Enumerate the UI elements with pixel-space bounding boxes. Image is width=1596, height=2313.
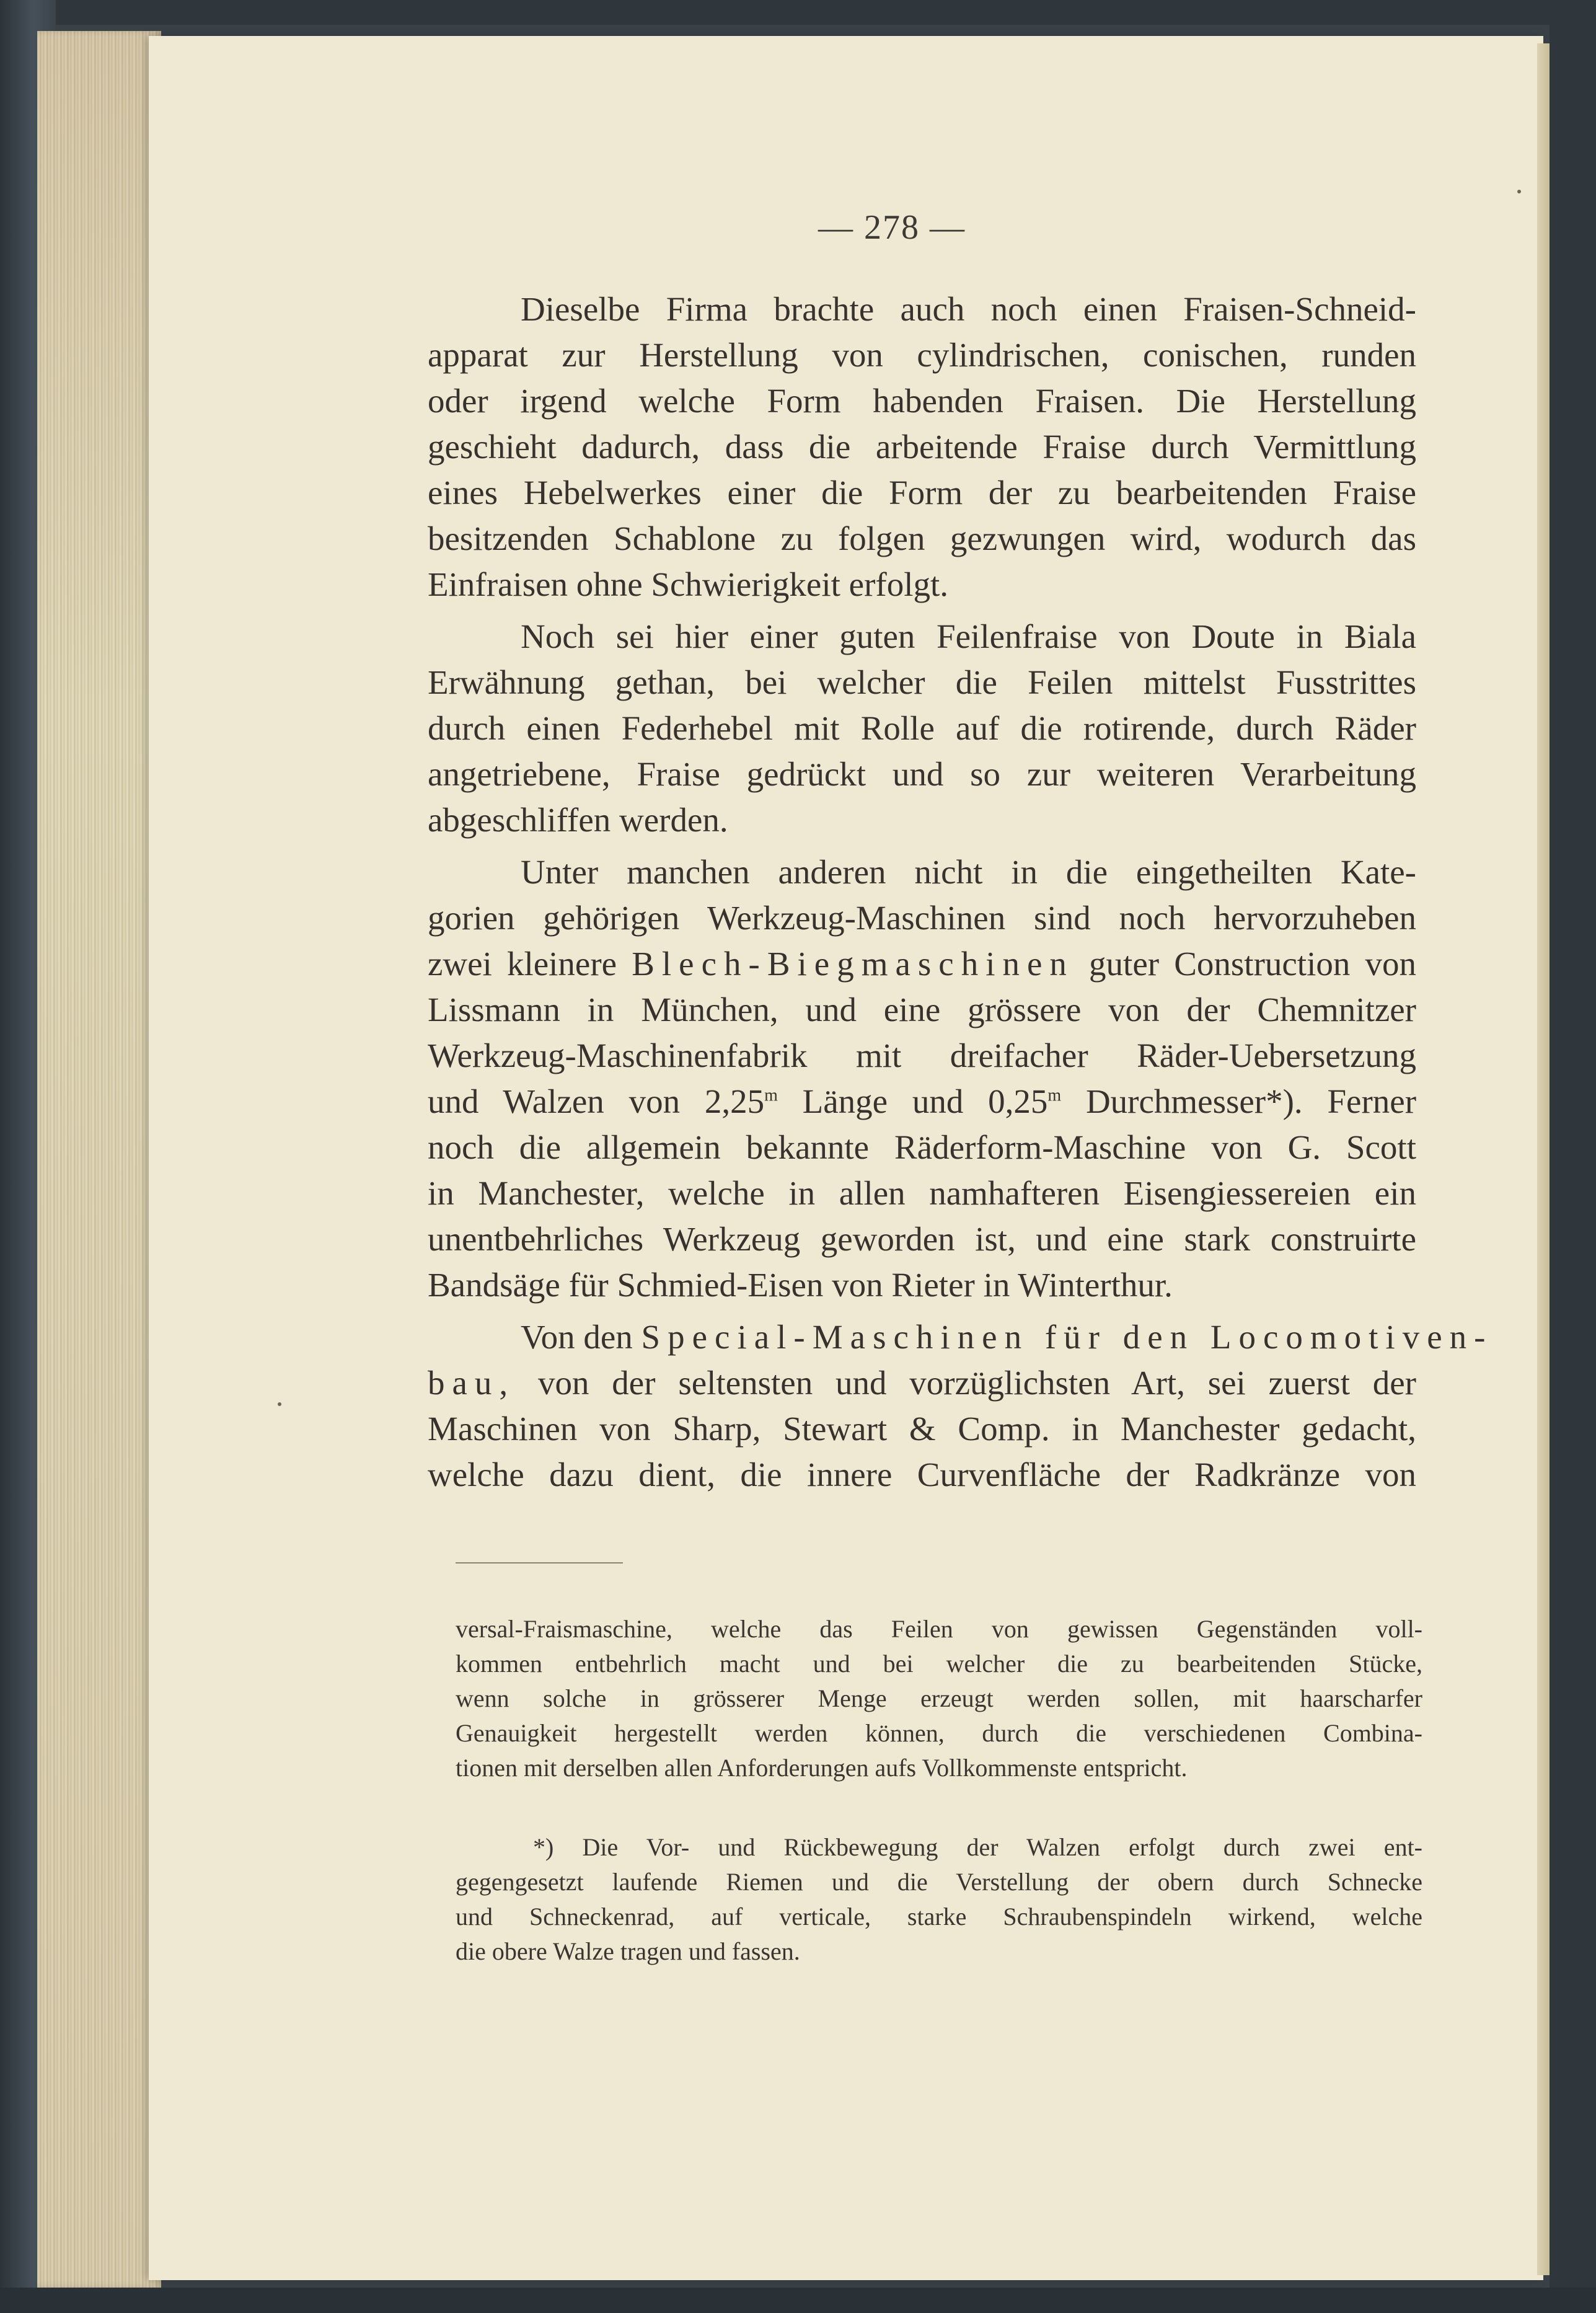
text-line: unentbehrliches Werkzeug geworden ist, und eine stark construirte [428, 1220, 1416, 1258]
footnote-line: und Schneckenrad, auf verticale, starke Schraubenspindeln wirkend, welche [456, 1903, 1422, 1930]
emphasis-spaced: Special-Maschinen für den Locomotiven- [641, 1318, 1493, 1356]
footnote-line: gegengesetzt laufende Riemen und die Verstellung der obern durch Schnecke [456, 1868, 1422, 1896]
text-span: Von den [521, 1318, 633, 1356]
text-line: eines Hebelwerkes einer die Form der zu bearbeitenden Fraise [428, 474, 1416, 511]
text-line [428, 1079, 1416, 1125]
footnote-line: Genauigkeit hergestellt werden können, durch die verschiedenen Combina- [456, 1719, 1422, 1747]
text-line: abgeschliffen werden. [428, 801, 728, 839]
text-line: gorien gehörigen Werkzeug-Maschinen sind noch hervorzuheben [428, 899, 1416, 937]
page-number: — 278 — [818, 208, 966, 247]
text-line [428, 1360, 1416, 1406]
text-line: geschieht dadurch, dass die arbeitende Fraise durch Vermittlung [428, 428, 1416, 466]
text-line: angetriebene, Fraise gedrückt und so zur weiteren Verarbeitung [428, 755, 1416, 793]
text-line: Maschinen von Sharp, Stewart & Comp. in Manchester gedacht, [428, 1410, 1416, 1448]
footnote-line: kommen entbehrlich macht und bei welcher die zu bearbeitenden Stücke, [456, 1650, 1422, 1678]
text-line: besitzenden Schablone zu folgen gezwungen wird, wodurch das [428, 520, 1416, 557]
emphasis-spaced: Blech-Biegmaschinen [632, 945, 1074, 983]
text-line [521, 1314, 1493, 1360]
emphasis-spaced: bau, [428, 1364, 516, 1402]
text-line: Noch sei hier einer guten Feilenfraise von Doute in Biala [521, 617, 1416, 655]
text-line [428, 941, 1416, 987]
footnote-line: tionen mit derselben allen Anforderungen aufs Vollkommenste entspricht. [456, 1754, 1188, 1782]
margin-mark [278, 1402, 281, 1406]
book-cover-right [1550, 0, 1596, 2313]
footnote-rule [456, 1562, 623, 1563]
text-line: Unter manchen anderen nicht in die eingetheilten Kate- [521, 853, 1416, 891]
text-line: durch einen Federhebel mit Rolle auf die rotirende, durch Räder [428, 709, 1416, 747]
footnote-line: *) Die Vor- und Rückbewegung der Walzen erfolgt durch zwei ent- [533, 1833, 1422, 1861]
background-top [0, 0, 1596, 25]
text-line: Bandsäge für Schmied-Eisen von Rieter in Winterthur. [428, 1266, 1173, 1304]
superscript: m [1047, 1086, 1062, 1105]
text-line: Dieselbe Firma brachte auch noch einen Fraisen-Schneid- [521, 290, 1416, 328]
text-span: Länge und 0,25 [777, 1082, 1048, 1120]
text-line: oder irgend welche Form habenden Fraisen. Die Herstellung [428, 382, 1416, 420]
text-line: Werkzeug-Maschinenfabrik mit dreifacher Räder-Uebersetzung [428, 1037, 1416, 1074]
text-span: Durchmesser*). Ferner [1061, 1082, 1417, 1120]
text-span: und Walzen von 2,25 [428, 1082, 765, 1120]
text-line: noch die allgemein bekannte Räderform-Maschine von G. Scott [428, 1128, 1416, 1166]
background-bottom [0, 2288, 1596, 2313]
text-line: apparat zur Herstellung von cylindrischen, conischen, runden [428, 336, 1416, 374]
footnote-line: wenn solche in grösserer Menge erzeugt werden sollen, mit haarscharfer [456, 1684, 1422, 1712]
footnote-line: die obere Walze tragen und fassen. [456, 1937, 800, 1965]
text-span: von der seltensten und vorzüglichsten Art, sei zuerst der [537, 1364, 1417, 1402]
text-line: Einfraisen ohne Schwierigkeit erfolgt. [428, 565, 949, 603]
next-page-edge [1537, 43, 1550, 2275]
text-line: Erwähnung gethan, bei welcher die Feilen mittelst Fusstrittes [428, 663, 1416, 701]
text-line: Lissmann in München, und eine grössere von der Chemnitzer [428, 991, 1416, 1028]
superscript: m [764, 1086, 778, 1105]
page-edges [37, 31, 161, 2288]
text-line: in Manchester, welche in allen namhafteren Eisengiessereien ein [428, 1174, 1416, 1212]
text-span: guter Construction von [1089, 945, 1416, 983]
footnote-line: versal-Fraismaschine, welche das Feilen von gewissen Gegenständen voll- [456, 1615, 1422, 1643]
margin-mark [1517, 190, 1521, 193]
text-line: welche dazu dient, die innere Curvenfläche der Radkränze von [428, 1456, 1416, 1493]
text-span: zwei kleinere [428, 945, 617, 983]
